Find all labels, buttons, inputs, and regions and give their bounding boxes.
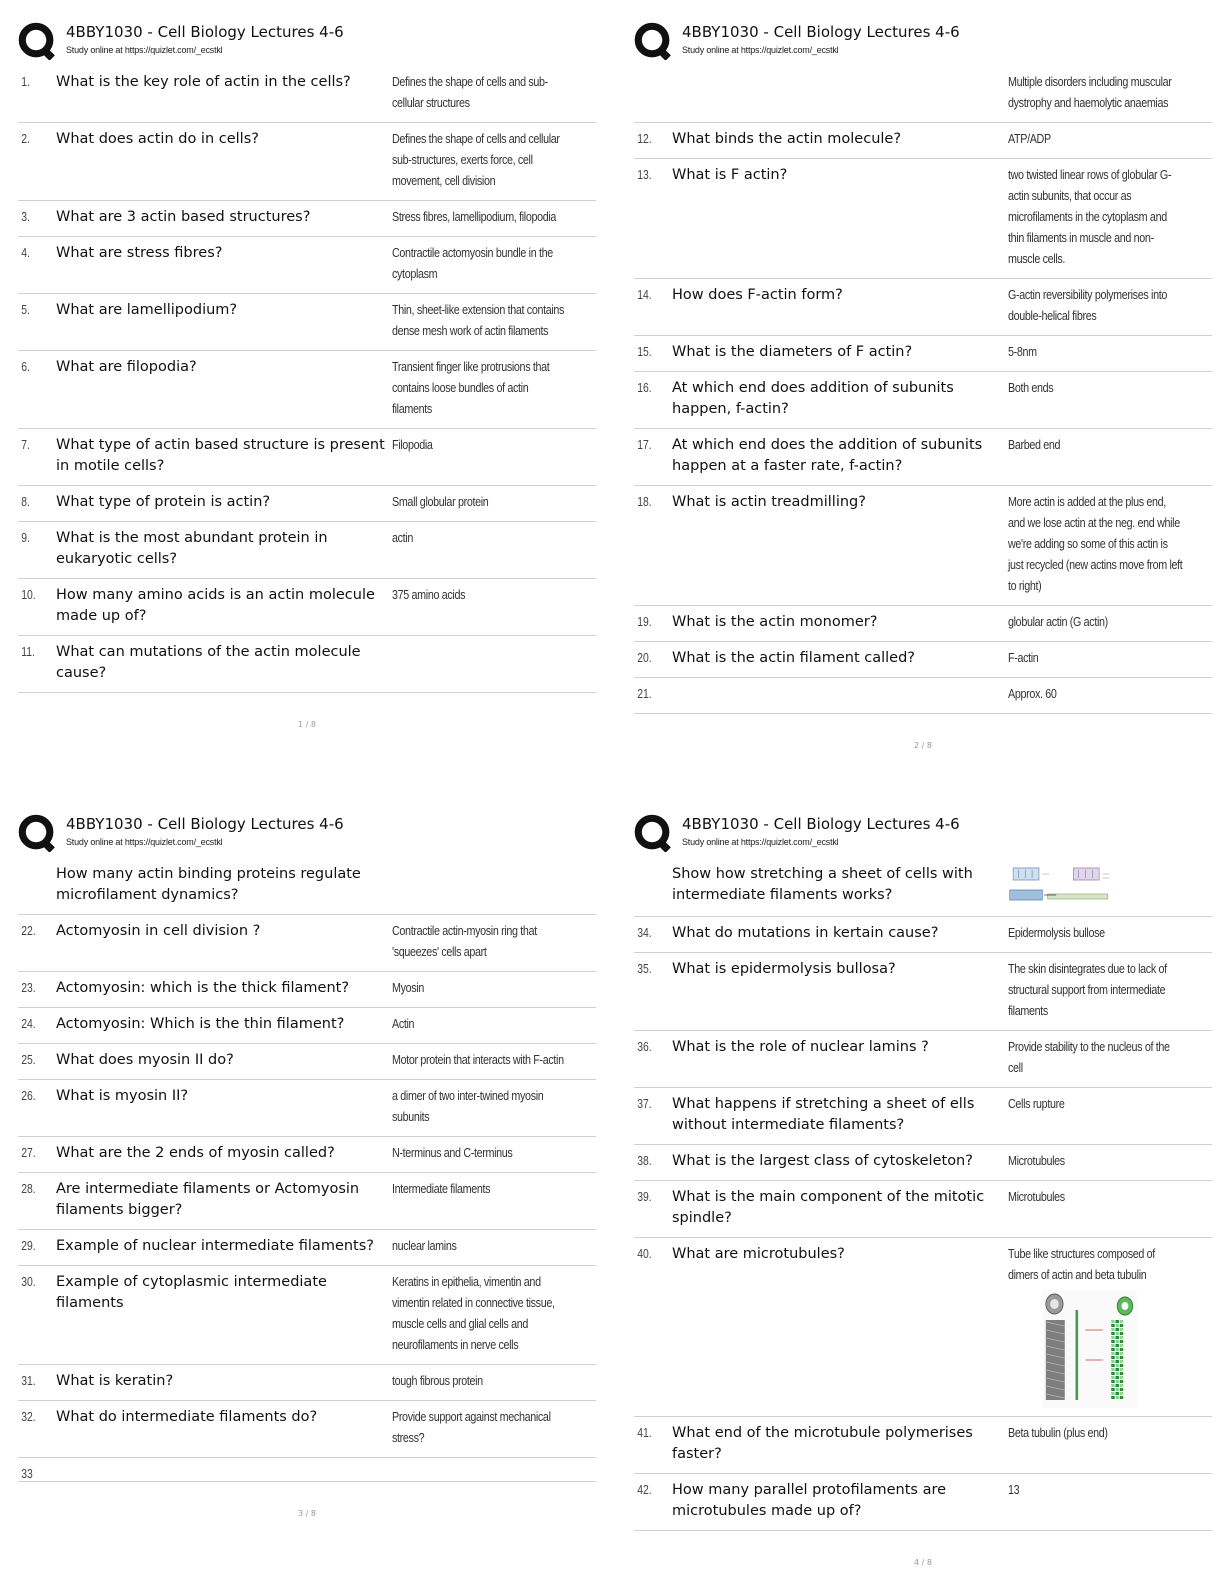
card-definition bbox=[1008, 953, 1183, 1030]
card-definition-text: Contractile actin-myosin ring that 'squeezes' cells apart bbox=[392, 924, 537, 959]
deck-title: 4BBY1030 - Cell Biology Lectures 4-6 bbox=[66, 23, 344, 41]
card-term: What is the actin filament called? bbox=[672, 650, 915, 666]
flashcard-row bbox=[634, 858, 1212, 917]
card-term: What is epidermolysis bullosa? bbox=[672, 961, 896, 977]
card-term: What are filopodia? bbox=[56, 359, 197, 375]
card-definition-text: nuclear lamins bbox=[392, 1239, 457, 1253]
card-definition bbox=[1008, 1238, 1183, 1416]
card-definition bbox=[392, 1266, 567, 1364]
card-term: What are stress fibres? bbox=[56, 245, 223, 261]
flashcard-row bbox=[634, 606, 1212, 642]
card-definition-text: globular actin (G actin) bbox=[1008, 615, 1108, 629]
card-term bbox=[672, 678, 1008, 692]
page-header bbox=[18, 810, 596, 858]
card-number: 9. bbox=[21, 530, 30, 545]
flashcard-row bbox=[18, 201, 596, 237]
card-term: What is keratin? bbox=[56, 1373, 174, 1389]
card-definition-text: Provide support against mechanical stress? bbox=[392, 1410, 551, 1445]
page-1 bbox=[18, 18, 596, 729]
flashcard-row bbox=[18, 1008, 596, 1044]
flashcard-row bbox=[18, 1044, 596, 1080]
card-definition-text: Both ends bbox=[1008, 381, 1054, 395]
card-definition-text: N-terminus and C-terminus bbox=[392, 1146, 513, 1160]
card-definition-text: Myosin bbox=[392, 981, 424, 995]
card-term: How many actin binding proteins regulate microfilament dynamics? bbox=[56, 866, 361, 903]
card-definition-text: G-actin reversibility polymerises into double-helical fibres bbox=[1008, 288, 1167, 323]
card-definition-text: ATP/ADP bbox=[1008, 132, 1051, 146]
card-term: What is the main component of the mitotic spindle? bbox=[672, 1189, 985, 1226]
card-definition-text: F-actin bbox=[1008, 651, 1039, 665]
card-definition bbox=[1008, 1181, 1183, 1216]
cell-stretch-diagram-image bbox=[1008, 864, 1111, 908]
flashcard-row bbox=[634, 1181, 1212, 1238]
card-definition bbox=[1008, 917, 1183, 952]
card-definition bbox=[392, 1137, 567, 1172]
study-online-link[interactable]: Study online at https://quizlet.com/_ecstkl bbox=[682, 45, 839, 55]
card-definition bbox=[1008, 372, 1183, 407]
card-term bbox=[56, 1458, 392, 1472]
quizlet-logo-icon bbox=[634, 814, 672, 852]
flashcard-row bbox=[18, 915, 596, 972]
card-number: 15. bbox=[637, 344, 652, 359]
flashcard-row bbox=[634, 336, 1212, 372]
card-term: What end of the microtubule polymerises faster? bbox=[672, 1425, 973, 1462]
card-definition-text: Beta tubulin (plus end) bbox=[1008, 1426, 1108, 1440]
card-definition-text: Stress fibres, lamellipodium, filopodia bbox=[392, 210, 557, 224]
flashcard-row bbox=[18, 294, 596, 351]
flashcard-row bbox=[634, 917, 1212, 953]
card-definition bbox=[1008, 1145, 1183, 1180]
card-term: Are intermediate filaments or Actomyosin filaments bigger? bbox=[56, 1181, 360, 1218]
flashcard-row bbox=[634, 1088, 1212, 1145]
card-definition-text: Microtubules bbox=[1008, 1190, 1065, 1204]
page-3 bbox=[18, 810, 596, 1518]
deck-title: 4BBY1030 - Cell Biology Lectures 4-6 bbox=[682, 815, 960, 833]
card-number: 38. bbox=[637, 1153, 652, 1168]
card-term: What can mutations of the actin molecule cause? bbox=[56, 644, 361, 681]
card-number: 13. bbox=[637, 167, 652, 182]
deck-title: 4BBY1030 - Cell Biology Lectures 4-6 bbox=[66, 815, 344, 833]
card-definition bbox=[1008, 858, 1183, 916]
flashcard-row bbox=[18, 522, 596, 579]
card-number: 16. bbox=[637, 380, 652, 395]
flashcard-row bbox=[18, 636, 596, 693]
quizlet-logo-icon bbox=[18, 22, 56, 60]
card-definition bbox=[1008, 642, 1183, 677]
card-definition-text: Intermediate filaments bbox=[392, 1182, 491, 1196]
card-term: At which end does the addition of subunits happen at a faster rate, f-actin? bbox=[672, 437, 983, 474]
card-definition bbox=[392, 1401, 567, 1457]
card-number: 6. bbox=[21, 359, 30, 374]
page-number: 1 / 8 bbox=[298, 720, 316, 729]
card-term: What do intermediate filaments do? bbox=[56, 1409, 318, 1425]
card-term: What are 3 actin based structures? bbox=[56, 209, 311, 225]
card-number: 33 bbox=[21, 1466, 33, 1481]
card-definition-text: Provide stability to the nucleus of the cell bbox=[1008, 1040, 1170, 1075]
flashcard-row bbox=[634, 159, 1212, 279]
microtubule-structure-image bbox=[1042, 1290, 1137, 1408]
flashcard-row bbox=[18, 858, 596, 915]
card-term: How many parallel protofilaments are microtubules made up of? bbox=[672, 1482, 947, 1519]
flashcard-row bbox=[18, 1401, 596, 1458]
card-definition bbox=[392, 486, 567, 521]
card-definition bbox=[392, 522, 567, 557]
card-term: Actomyosin in cell division ? bbox=[56, 923, 261, 939]
page-header bbox=[634, 18, 1212, 66]
card-definition-text: 5-8nm bbox=[1008, 345, 1037, 359]
card-definition bbox=[392, 201, 567, 236]
card-definition-text: More actin is added at the plus end, and we lose actin at the neg. end while we're adding so some of this actin is just recycled (new actins move from left to right) bbox=[1008, 495, 1183, 593]
card-definition-text: Approx. 60 bbox=[1008, 687, 1057, 701]
card-definition bbox=[392, 579, 567, 614]
card-number: 27. bbox=[21, 1145, 36, 1160]
flashcard-row bbox=[18, 1266, 596, 1365]
card-number: 25. bbox=[21, 1052, 36, 1067]
card-term: Example of nuclear intermediate filaments? bbox=[56, 1238, 374, 1254]
card-definition bbox=[1008, 159, 1183, 278]
flashcard-row bbox=[18, 972, 596, 1008]
flashcard-row bbox=[634, 372, 1212, 429]
card-definition-text: 13 bbox=[1008, 1483, 1020, 1497]
card-definition bbox=[392, 1230, 567, 1265]
card-definition bbox=[392, 1458, 567, 1472]
card-number: 41. bbox=[637, 1425, 652, 1440]
card-definition-text: Motor protein that interacts with F-actin bbox=[392, 1053, 564, 1067]
card-definition-text: Defines the shape of cells and cellular sub-structures, exerts force, cell movement, cell division bbox=[392, 132, 560, 188]
page-number: 3 / 8 bbox=[298, 1509, 316, 1518]
card-number bbox=[634, 66, 664, 74]
card-number: 20. bbox=[637, 650, 652, 665]
card-definition bbox=[392, 1173, 567, 1208]
flashcard-row bbox=[634, 279, 1212, 336]
card-definition bbox=[1008, 66, 1183, 122]
flashcard-row bbox=[634, 66, 1212, 123]
card-number: 39. bbox=[637, 1189, 652, 1204]
card-definition-text: Epidermolysis bullose bbox=[1008, 926, 1105, 940]
card-number: 26. bbox=[21, 1088, 36, 1103]
flashcard-row bbox=[634, 1474, 1212, 1531]
flashcard-row bbox=[634, 953, 1212, 1031]
card-number bbox=[634, 858, 664, 866]
study-online-link[interactable]: Study online at https://quizlet.com/_ecstkl bbox=[682, 837, 839, 847]
card-term: What is the diameters of F actin? bbox=[672, 344, 913, 360]
card-number: 35. bbox=[637, 961, 652, 976]
card-number: 2. bbox=[21, 131, 30, 146]
card-term: How many amino acids is an actin molecule made up of? bbox=[56, 587, 375, 624]
card-definition bbox=[392, 972, 567, 1007]
card-number: 17. bbox=[637, 437, 652, 452]
page-4 bbox=[634, 810, 1212, 1567]
card-number: 1. bbox=[21, 74, 30, 89]
card-definition-text: actin bbox=[392, 531, 413, 545]
card-term: Show how stretching a sheet of cells with intermediate filaments works? bbox=[672, 866, 973, 903]
card-number: 36. bbox=[637, 1039, 652, 1054]
card-number: 18. bbox=[637, 494, 652, 509]
flashcard-row bbox=[18, 1080, 596, 1137]
page-number: 4 / 8 bbox=[914, 1558, 932, 1567]
card-number: 21. bbox=[637, 686, 652, 701]
flashcard-row bbox=[634, 1031, 1212, 1088]
card-definition bbox=[392, 915, 567, 971]
page-number: 2 / 8 bbox=[914, 741, 932, 750]
card-definition bbox=[392, 123, 567, 200]
card-term: What binds the actin molecule? bbox=[672, 131, 902, 147]
card-term bbox=[672, 66, 1008, 80]
flashcard-row bbox=[18, 1458, 596, 1482]
card-number: 4. bbox=[21, 245, 30, 260]
card-number: 12. bbox=[637, 131, 652, 146]
card-term: What is the role of nuclear lamins ? bbox=[672, 1039, 929, 1055]
card-definition-text: Microtubules bbox=[1008, 1154, 1065, 1168]
flashcard-row bbox=[18, 123, 596, 201]
card-number: 8. bbox=[21, 494, 30, 509]
card-definition bbox=[392, 294, 567, 350]
flashcard-row bbox=[634, 1145, 1212, 1181]
card-definition-text: The skin disintegrates due to lack of structural support from intermediate filaments bbox=[1008, 962, 1167, 1018]
card-definition-text: Small globular protein bbox=[392, 495, 489, 509]
flashcard-row bbox=[18, 486, 596, 522]
card-term: What type of actin based structure is present in motile cells? bbox=[56, 437, 385, 474]
card-definition bbox=[392, 429, 567, 464]
card-definition bbox=[392, 1365, 567, 1400]
card-definition bbox=[1008, 1088, 1183, 1123]
card-definition bbox=[392, 351, 567, 428]
flashcard-row bbox=[18, 1173, 596, 1230]
flashcard-row bbox=[18, 429, 596, 486]
card-number: 40. bbox=[637, 1246, 652, 1261]
card-definition bbox=[392, 237, 567, 293]
card-definition-text: Thin, sheet-like extension that contains dense mesh work of actin filaments bbox=[392, 303, 565, 338]
study-online-link[interactable]: Study online at https://quizlet.com/_ecstkl bbox=[66, 837, 223, 847]
card-number: 5. bbox=[21, 302, 30, 317]
card-definition-text: Actin bbox=[392, 1017, 415, 1031]
card-term: What is the most abundant protein in eukaryotic cells? bbox=[56, 530, 328, 567]
card-definition bbox=[1008, 1031, 1183, 1087]
card-term: What is actin treadmilling? bbox=[672, 494, 866, 510]
flashcard-row bbox=[18, 579, 596, 636]
card-definition-text: Multiple disorders including muscular dystrophy and haemolytic anaemias bbox=[1008, 75, 1172, 110]
card-definition bbox=[392, 636, 567, 650]
card-term: Actomyosin: which is the thick filament? bbox=[56, 980, 350, 996]
card-number: 31. bbox=[21, 1373, 36, 1388]
card-definition bbox=[1008, 123, 1183, 158]
card-term: What is the largest class of cytoskeleton? bbox=[672, 1153, 973, 1169]
card-number: 14. bbox=[637, 287, 652, 302]
card-definition-text: Defines the shape of cells and sub-cellular structures bbox=[392, 75, 548, 110]
card-term: What do mutations in kertain cause? bbox=[672, 925, 939, 941]
card-definition bbox=[1008, 1417, 1183, 1452]
flashcard-row bbox=[18, 1230, 596, 1266]
card-definition bbox=[1008, 1474, 1183, 1509]
flashcard-row bbox=[18, 351, 596, 429]
card-definition-text: Keratins in epithelia, vimentin and vimentin related in connective tissue, muscle cells and glial cells and neurofilaments in nerve cells bbox=[392, 1275, 555, 1352]
quizlet-logo-icon bbox=[634, 22, 672, 60]
card-term: What is myosin II? bbox=[56, 1088, 189, 1104]
card-definition bbox=[1008, 336, 1183, 371]
flashcard-row bbox=[634, 429, 1212, 486]
card-term: What happens if stretching a sheet of ells without intermediate filaments? bbox=[672, 1096, 975, 1133]
card-definition-text: Tube like structures composed of dimers of actin and beta tubulin bbox=[1008, 1247, 1155, 1282]
card-term: What are microtubules? bbox=[672, 1246, 845, 1262]
card-definition bbox=[1008, 486, 1183, 605]
card-definition-text: Contractile actomyosin bundle in the cytoplasm bbox=[392, 246, 553, 281]
card-number: 10. bbox=[21, 587, 36, 602]
card-term: What is the key role of actin in the cells? bbox=[56, 74, 351, 90]
card-number: 19. bbox=[637, 614, 652, 629]
card-definition-text: a dimer of two inter-twined myosin subunits bbox=[392, 1089, 544, 1124]
card-term: What does actin do in cells? bbox=[56, 131, 259, 147]
card-number: 28. bbox=[21, 1181, 36, 1196]
quizlet-logo-icon bbox=[18, 814, 56, 852]
card-definition-text: Cells rupture bbox=[1008, 1097, 1065, 1111]
study-online-link[interactable]: Study online at https://quizlet.com/_ecstkl bbox=[66, 45, 223, 55]
page-header bbox=[18, 18, 596, 66]
flashcard-row bbox=[634, 1417, 1212, 1474]
card-term: What are lamellipodium? bbox=[56, 302, 238, 318]
card-number bbox=[18, 858, 48, 866]
card-term: At which end does addition of subunits happen, f-actin? bbox=[672, 380, 954, 417]
card-term: What is the actin monomer? bbox=[672, 614, 878, 630]
card-number: 42. bbox=[637, 1482, 652, 1497]
page-2 bbox=[634, 18, 1212, 750]
card-number: 37. bbox=[637, 1096, 652, 1111]
deck-title: 4BBY1030 - Cell Biology Lectures 4-6 bbox=[682, 23, 960, 41]
card-term: What does myosin II do? bbox=[56, 1052, 234, 1068]
card-term: How does F-actin form? bbox=[672, 287, 843, 303]
card-term: Actomyosin: Which is the thin filament? bbox=[56, 1016, 345, 1032]
card-number: 22. bbox=[21, 923, 36, 938]
card-definition-text: 375 amino acids bbox=[392, 588, 466, 602]
page-header bbox=[634, 810, 1212, 858]
card-definition bbox=[392, 1008, 567, 1043]
card-number: 34. bbox=[637, 925, 652, 940]
card-definition bbox=[1008, 606, 1183, 641]
card-definition-text: Barbed end bbox=[1008, 438, 1061, 452]
flashcard-row bbox=[18, 237, 596, 294]
card-definition bbox=[392, 1080, 567, 1136]
card-number: 7. bbox=[21, 437, 30, 452]
card-number: 29. bbox=[21, 1238, 36, 1253]
card-definition bbox=[392, 858, 567, 872]
card-term: What is F actin? bbox=[672, 167, 788, 183]
card-definition bbox=[1008, 279, 1183, 335]
flashcard-row bbox=[18, 66, 596, 123]
card-definition-text: Filopodia bbox=[392, 438, 433, 452]
flashcard-row bbox=[18, 1137, 596, 1173]
flashcard-row bbox=[634, 678, 1212, 714]
card-definition-text: tough fibrous protein bbox=[392, 1374, 483, 1388]
card-number: 3. bbox=[21, 209, 30, 224]
card-definition bbox=[392, 66, 567, 122]
card-term: What are the 2 ends of myosin called? bbox=[56, 1145, 335, 1161]
card-definition bbox=[1008, 678, 1183, 713]
card-number: 30. bbox=[21, 1274, 36, 1289]
card-definition-text: two twisted linear rows of globular G-actin subunits, that occur as microfilaments in the cytoplasm and thin filaments in muscle and non-muscle cells. bbox=[1008, 168, 1172, 266]
card-number: 24. bbox=[21, 1016, 36, 1031]
card-term: Example of cytoplasmic intermediate filaments bbox=[56, 1274, 327, 1311]
card-definition bbox=[392, 1044, 567, 1079]
card-number: 11. bbox=[21, 644, 35, 659]
card-definition-text: Transient finger like protrusions that contains loose bundles of actin filaments bbox=[392, 360, 550, 416]
card-term: What type of protein is actin? bbox=[56, 494, 271, 510]
card-number: 23. bbox=[21, 980, 36, 995]
flashcard-row bbox=[18, 1365, 596, 1401]
flashcard-row bbox=[634, 123, 1212, 159]
flashcard-row bbox=[634, 1238, 1212, 1417]
flashcard-row bbox=[634, 642, 1212, 678]
flashcard-row bbox=[634, 486, 1212, 606]
card-definition bbox=[1008, 429, 1183, 464]
card-number: 32. bbox=[21, 1409, 36, 1424]
